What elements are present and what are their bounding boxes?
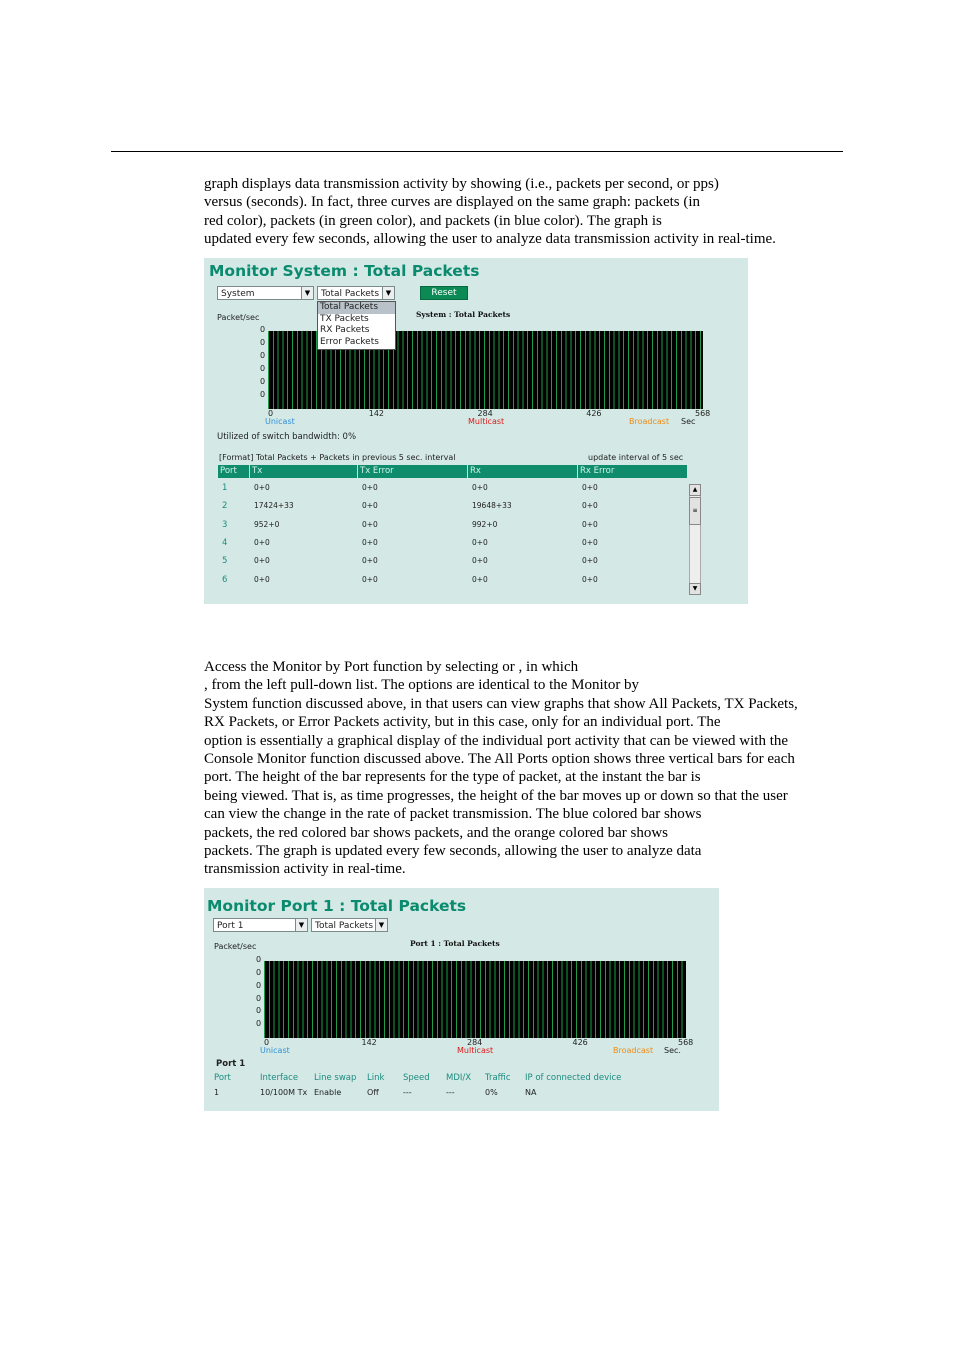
table-cell: 0+0 [362, 483, 378, 492]
table-cell: 0+0 [582, 537, 598, 547]
x-tick-label: 426 [586, 409, 602, 418]
y-tick-label: 0 [260, 390, 266, 399]
format-note: [Format] Total Packets + Packets in previous 5 sec. interval [219, 453, 456, 462]
column-header: Rx Error [580, 466, 615, 476]
panel-title: Monitor System : Total Packets [209, 262, 480, 280]
scope-select-value: Port 1 [217, 921, 244, 931]
table-cell: 0+0 [472, 556, 488, 566]
chevron-down-icon: ▼ [301, 287, 313, 299]
port-paragraph [204, 658, 798, 879]
column-divider [577, 465, 578, 478]
column-header: Port [214, 1073, 231, 1083]
packet-type-dropdown[interactable] [317, 301, 396, 350]
y-tick-label: 0 [256, 955, 262, 964]
panel-title: Monitor Port 1 : Total Packets [207, 897, 467, 915]
port-number: 3 [222, 519, 228, 530]
packet-type-select[interactable] [317, 286, 395, 300]
y-tick-label: 0 [256, 967, 262, 977]
x-tick-label: 568 [678, 1038, 694, 1047]
y-tick-label: 0 [260, 325, 266, 334]
column-header: Port [220, 466, 237, 476]
scope-select[interactable] [217, 286, 314, 300]
scope-select[interactable] [213, 918, 308, 932]
y-tick-label: 0 [260, 377, 266, 386]
x-tick-label: 426 [572, 1038, 588, 1047]
table-cell: 992+0 [472, 519, 498, 529]
column-divider [357, 465, 358, 478]
reset-button[interactable]: Reset [420, 286, 468, 300]
legend-multicast: Multicast [468, 417, 505, 426]
monitor-port-panel [204, 888, 719, 1111]
column-divider [249, 465, 250, 478]
scroll-down-button[interactable]: ▼ [689, 583, 701, 595]
table-cell: 0+0 [582, 483, 598, 492]
monitor-system-panel [204, 258, 748, 604]
table-cell: Enable [314, 1088, 342, 1097]
scroll-thumb[interactable]: ≡ [689, 497, 701, 525]
table-cell: 952+0 [254, 519, 280, 529]
dropdown-option[interactable]: TX Packets [320, 313, 369, 324]
column-header: Tx Error [360, 466, 394, 476]
table-cell: 0+0 [254, 574, 270, 584]
table-cell: 0+0 [362, 556, 378, 566]
text-line: port. The height of the bar represents for the type of packet, at the instant the bar is [204, 769, 701, 786]
legend-broadcast: Broadcast [613, 1046, 654, 1055]
column-divider [467, 465, 468, 478]
chevron-down-icon: ▼ [375, 919, 387, 931]
x-unit-label: Sec. [664, 1046, 681, 1055]
text-line: packets, the red colored bar shows packets, and the orange colored bar shows [204, 824, 669, 841]
legend-unicast: Unicast [265, 417, 295, 426]
port-section-label: Port 1 [216, 1059, 246, 1069]
x-tick-label: 142 [361, 1038, 377, 1047]
x-tick-label: 568 [695, 409, 711, 418]
intro-paragraph [204, 175, 776, 249]
port-number: 5 [222, 556, 228, 567]
table-cell: 0+0 [582, 519, 598, 529]
graph-title: System : Total Packets [416, 310, 511, 319]
dropdown-option[interactable]: Error Packets [320, 336, 379, 347]
table-cell: 1 [214, 1088, 220, 1097]
legend-broadcast: Broadcast [629, 417, 670, 426]
table-header [218, 465, 687, 478]
table-cell: 0+0 [254, 556, 270, 566]
y-tick-label: 0 [256, 1006, 262, 1016]
table-cell: 0+0 [362, 574, 378, 584]
x-tick-label: 0 [268, 409, 274, 418]
table-cell: 0+0 [472, 574, 488, 584]
text-line: Access the Monitor by Port function by selecting or , in which [204, 659, 579, 675]
table-cell: 0+0 [472, 483, 488, 492]
text-line: being viewed. That is, as time progresses, the height of the bar moves up or down so that the user [204, 787, 788, 804]
packet-type-value: Total Packets [321, 289, 380, 299]
chevron-down-icon: ▼ [295, 919, 307, 931]
table-cell: 0% [485, 1088, 498, 1097]
column-header: IP of connected device [525, 1073, 622, 1083]
column-header: Traffic [485, 1073, 511, 1083]
table-cell: 0+0 [362, 519, 378, 529]
x-unit-label: Sec [681, 417, 696, 426]
text-line: can view the change in the rate of packet transmission. The blue colored bar shows [204, 806, 702, 823]
scroll-up-button[interactable]: ▲ [689, 484, 701, 496]
column-header: Line swap [314, 1073, 357, 1083]
x-tick-label: 284 [467, 1038, 483, 1047]
packet-type-value: Total Packets [315, 921, 374, 931]
text-line: packets. The graph is updated every few seconds, allowing the user to analyze data [204, 842, 702, 859]
table-cell: 10/100M Tx [260, 1088, 308, 1097]
table-cell: 0+0 [254, 483, 270, 492]
x-tick-label: 0 [264, 1038, 270, 1047]
port-number: 2 [222, 501, 228, 512]
table-cell: 0+0 [472, 537, 488, 547]
text-line: red color), packets (in green color), and packets (in blue color). The graph is [204, 212, 662, 229]
y-tick-label: 0 [256, 1019, 262, 1029]
table-cell: 0+0 [362, 537, 378, 547]
y-tick-label: 0 [256, 980, 262, 990]
port-number: 4 [222, 537, 228, 548]
text-line: Console Monitor function discussed above. The All Ports option shows three vertical bars for each [204, 750, 795, 767]
dropdown-option[interactable]: RX Packets [320, 325, 370, 335]
column-header: Tx [252, 466, 263, 476]
x-tick-label: 284 [477, 409, 493, 418]
table-cell: NA [525, 1088, 537, 1097]
table-cell: 0+0 [582, 501, 598, 511]
text-line: versus (seconds). In fact, three curves are displayed on the same graph: packets (in [204, 194, 701, 211]
y-tick-label: 0 [256, 993, 262, 1003]
packet-type-select[interactable] [311, 918, 388, 932]
column-header: Speed [403, 1073, 430, 1083]
scrollbar[interactable] [689, 484, 701, 595]
table-cell: --- [446, 1088, 455, 1097]
table-cell: 19648+33 [472, 501, 512, 511]
column-header: MDI/X [446, 1073, 472, 1083]
text-line: graph displays data transmission activity by showing (i.e., packets per second, or pps) [204, 176, 719, 192]
column-header: Rx [470, 466, 481, 476]
port-number: 6 [222, 574, 228, 585]
table-cell: 0+0 [362, 501, 378, 511]
legend-multicast: Multicast [457, 1046, 494, 1055]
y-tick-label: 0 [260, 351, 266, 360]
update-interval-note: update interval of 5 sec [588, 453, 684, 462]
graph-title: Port 1 : Total Packets [410, 939, 500, 948]
scope-select-value: System [221, 289, 255, 299]
table-cell: Off [367, 1088, 379, 1097]
text-line: transmission activity in real-time. [204, 861, 406, 878]
y-axis-label: Packet/sec [217, 313, 260, 322]
y-axis-label: Packet/sec [214, 942, 257, 951]
legend-unicast: Unicast [260, 1046, 290, 1055]
text-line: , from the left pull-down list. The options are identical to the Monitor by [204, 677, 640, 694]
packet-graph [264, 961, 686, 1038]
table-cell: 0+0 [582, 574, 598, 584]
x-tick-label: 142 [368, 409, 385, 418]
bandwidth-label: Utilized of switch bandwidth: 0% [217, 432, 357, 442]
column-header: Interface [260, 1073, 299, 1083]
text-line: RX Packets, or Error Packets activity, but in this case, only for an individual port. The [204, 714, 721, 731]
y-tick-label: 0 [260, 338, 266, 347]
chevron-down-icon[interactable]: ▼ [382, 287, 394, 299]
text-line: updated every few seconds, allowing the user to analyze data transmission activity in real-time. [204, 231, 776, 248]
column-header: Link [367, 1073, 385, 1083]
text-line: System function discussed above, in that users can view graphs that show All Packets, TX Packets, [204, 695, 798, 712]
table-cell: 0+0 [254, 537, 270, 547]
header-rule [111, 151, 843, 152]
table-cell: 0+0 [582, 556, 598, 566]
y-tick-label: 0 [260, 364, 266, 373]
table-cell: 17424+33 [254, 501, 294, 511]
table-cell: --- [403, 1088, 412, 1097]
text-line: option is essentially a graphical display of the individual port activity that can be viewed with the [204, 732, 789, 749]
dropdown-option[interactable]: Total Packets [318, 302, 395, 314]
port-number: 1 [222, 483, 228, 493]
